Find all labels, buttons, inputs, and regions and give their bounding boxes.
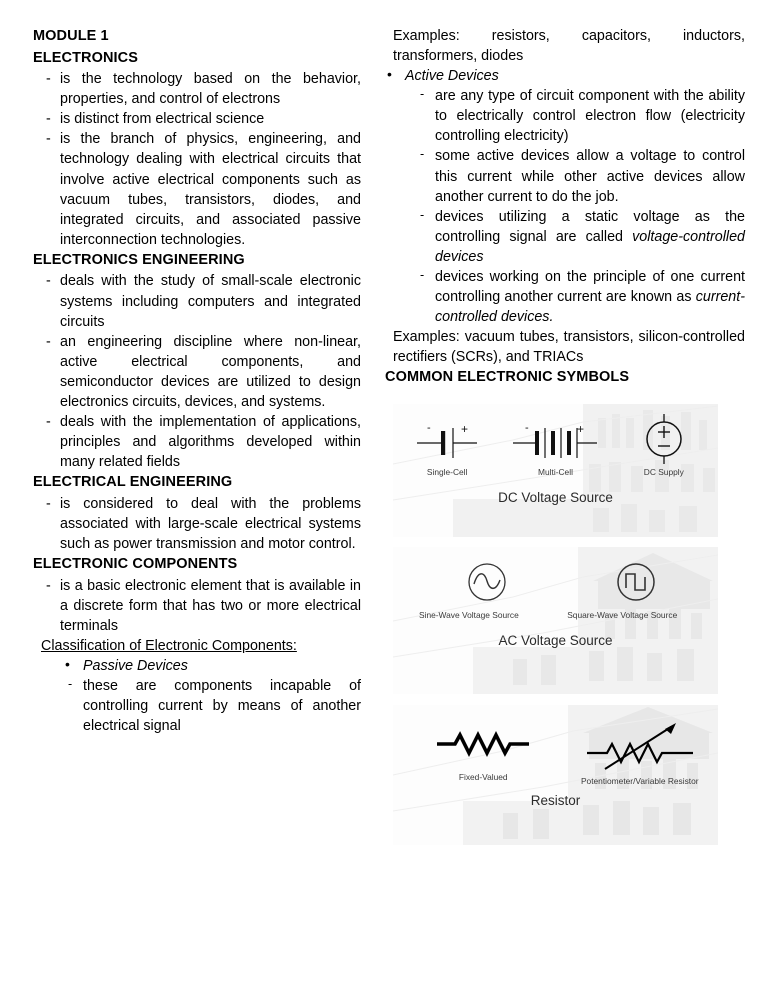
ac-item-sine-wave — [419, 559, 556, 621]
list-item: - is the branch of physics, engineering, and technology dealing with electrical circuits that involve active electrical components such as vacuum tubes, transistors, diodes, and integrated circuits, and associated passive interconnection technologies. — [33, 129, 361, 249]
caption: Potentiometer/Variable Resistor — [580, 775, 699, 786]
electronic-components-bullet-list — [33, 576, 361, 636]
electrical-engineering-bullet-list — [33, 494, 361, 554]
dc-item-multi-cell — [502, 416, 609, 478]
list-item — [412, 267, 745, 327]
caption: DC Supply — [643, 466, 684, 477]
figure-ac-voltage-source — [393, 547, 718, 694]
svg-text:-: - — [427, 421, 431, 434]
left-column — [33, 26, 385, 984]
caption: Sine-Wave Voltage Source — [419, 609, 519, 620]
figure-title-dc: DC Voltage Source — [498, 490, 613, 506]
list-item: - is distinct from electrical science — [33, 109, 361, 129]
sine-wave-source-icon — [419, 559, 556, 605]
list-item: - is a basic electronic element that is available in a discrete form that has two or more electrical terminals — [33, 576, 361, 636]
caption: Single-Cell — [426, 466, 468, 477]
list-item: - are any type of circuit component with the ability to electrically control electron flow (electricity controlling electricity) — [412, 86, 745, 146]
current-controlled-term: current-controlled devices. — [435, 289, 745, 326]
list-item — [412, 207, 745, 267]
active-devices-examples: Examples: vacuum tubes, transistors, silicon-controlled rectifiers (SCRs), and TRIACs — [393, 329, 745, 366]
electronics-engineering-bullet-list — [33, 271, 361, 472]
voltage-controlled-term: voltage-controlled devices — [435, 228, 745, 265]
figure-title-ac: AC Voltage Source — [498, 633, 613, 649]
figure-title-resistor: Resistor — [530, 793, 581, 809]
square-wave-source-icon — [567, 559, 704, 605]
caption: Multi-Cell — [538, 466, 573, 477]
figure-resistor — [393, 705, 718, 845]
right-column — [385, 26, 745, 984]
classification-list — [33, 656, 361, 676]
voltage-controlled-text: devices utilizing a static voltage as the controlling signal are called — [435, 208, 745, 245]
list-item: - some active devices allow a voltage to control this current while other active devices allow another current to do the job. — [412, 146, 745, 206]
module-title: MODULE 1 — [33, 28, 109, 44]
list-item: - is the technology based on the behavior, properties, and control of electrons — [33, 69, 361, 109]
section-heading-electronics: ELECTRONICS — [33, 49, 139, 66]
section-heading-common-symbols: COMMON ELECTRONIC SYMBOLS — [385, 369, 630, 386]
electronics-bullet-list — [33, 69, 361, 250]
active-devices-list — [385, 66, 745, 86]
ac-item-square-wave — [567, 559, 704, 621]
variable-resistor-icon — [581, 721, 699, 771]
svg-text:+: + — [577, 421, 585, 436]
list-item: - is considered to deal with the problems associated with large-scale electrical systems such as power transmission and motor control. — [33, 494, 361, 554]
list-item-active-devices: • Active Devices — [385, 66, 745, 86]
list-item: - an engineering discipline where non-linear, active electrical components, and semiconductor devices are utilized to design electronics circuits, devices, and systems. — [33, 332, 361, 412]
fixed-resistor-icon — [435, 721, 531, 767]
section-heading-electronic-components: ELECTRONIC COMPONENTS — [33, 556, 238, 573]
svg-text:-: - — [525, 421, 530, 434]
section-heading-electrical-engineering: ELECTRICAL ENGINEERING — [33, 474, 233, 491]
list-item: - deals with the study of small-scale electronic systems including computers and integrated circuits — [33, 271, 361, 331]
figure-dc-voltage-source — [393, 404, 718, 537]
current-controlled-text: devices working on the principle of one current controlling another current are known as — [435, 268, 745, 306]
resistor-item-fixed — [411, 721, 555, 783]
dc-item-dc-supply — [610, 416, 717, 478]
svg-text:+: + — [461, 421, 469, 436]
battery-single-cell-icon — [411, 416, 483, 462]
list-item: - deals with the implementation of applications, principles and algorithms developed within many related fields — [33, 412, 361, 472]
dc-symbols-row — [393, 404, 718, 478]
list-item-passive-devices: • Passive Devices — [63, 656, 361, 676]
battery-multi-cell-icon — [509, 416, 601, 462]
passive-devices-points — [33, 676, 361, 736]
resistor-symbols-row — [393, 705, 718, 787]
section-heading-electronics-engineering: ELECTRONICS ENGINEERING — [33, 251, 245, 268]
resistor-item-variable — [568, 721, 712, 787]
list-item: - these are components incapable of controlling current by means of another electrical signal — [60, 676, 361, 736]
ac-symbols-row — [393, 547, 718, 621]
caption: Fixed-Valued — [458, 771, 508, 782]
passive-devices-examples: Examples: resistors, capacitors, inductors, transformers, diodes — [393, 28, 745, 65]
classification-label: Classification of Electronic Components: — [41, 637, 297, 654]
caption: Square-Wave Voltage Source — [567, 609, 678, 620]
dc-supply-circle-icon — [635, 416, 693, 462]
dc-item-single-cell — [394, 416, 501, 478]
active-devices-points — [385, 86, 745, 327]
